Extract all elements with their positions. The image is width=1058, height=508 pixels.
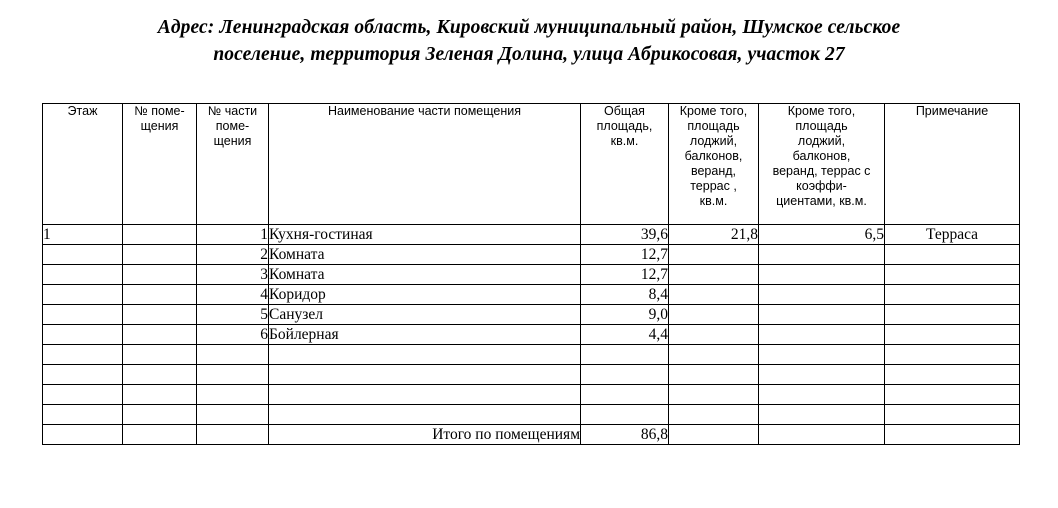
cell-extra-area [669,265,759,285]
cell-part-name [269,365,581,385]
column-header-part-name [269,104,581,225]
cell-floor [43,345,123,365]
column-header-extra-area [669,104,759,225]
cell-extra-area-coefficient [759,245,885,265]
table-row [43,265,1020,285]
cell-note [885,365,1020,385]
column-header-total-area [581,104,669,225]
cell-room-number [123,245,197,265]
cell-room-number [123,385,197,405]
cell-floor [43,325,123,345]
column-header-extra-line-2: площадь [687,119,740,133]
cell-part-number: 5 [197,305,269,325]
cell-note [885,245,1020,265]
column-header-extra-line-4: балконов, [684,149,743,163]
cell-extra-area [669,405,759,425]
cell-part-name: Коридор [269,285,581,305]
cell-total-area [581,405,669,425]
cell-part-name [269,345,581,365]
table-row [43,385,1020,405]
cell-extra-area [669,285,759,305]
column-header-extra-line-6: террас , [690,179,737,193]
cell-room-number [123,225,197,245]
cell-floor [43,405,123,425]
cell-floor: 1 [43,225,123,245]
column-header-extrak-line-7: циентами, кв.м. [776,194,867,208]
table-row [43,345,1020,365]
cell-part-name: Бойлерная [269,325,581,345]
cell-floor [43,385,123,405]
cell-total-area: 9,0 [581,305,669,325]
cell-part-number: 6 [197,325,269,345]
cell-extra-area-coefficient: 6,5 [759,225,885,245]
cell-extra-area-coefficient [759,385,885,405]
column-header-room-number [123,104,197,225]
cell-note [885,325,1020,345]
cell-note [885,265,1020,285]
cell-part-number [197,365,269,385]
cell-room-number [123,345,197,365]
total-area: 86,8 [581,425,669,445]
cell-extra-area [669,325,759,345]
cell-room-number [123,305,197,325]
column-header-extra-line-7: кв.м. [699,194,728,208]
table-row [43,225,1020,245]
cell-part-number: 1 [197,225,269,245]
cell-extra-area-coefficient [759,345,885,365]
cell-total-area: 4,4 [581,325,669,345]
total-cell-floor [43,425,123,445]
cell-floor [43,305,123,325]
cell-note [885,305,1020,325]
cell-total-area: 12,7 [581,245,669,265]
table-row [43,325,1020,345]
cell-room-number [123,405,197,425]
cell-extra-area [669,365,759,385]
cell-part-name [269,385,581,405]
total-cell-part-number [197,425,269,445]
cell-part-name: Комната [269,245,581,265]
column-header-note [885,104,1020,225]
cell-extra-area-coefficient [759,405,885,425]
column-header-extra-line-1: Кроме того, [679,104,748,118]
total-extra-area-coefficient [759,425,885,445]
cell-floor [43,365,123,385]
cell-note [885,385,1020,405]
table-row [43,365,1020,385]
cell-extra-area: 21,8 [669,225,759,245]
column-header-note-line-1: Примечание [915,104,989,118]
cell-part-number: 2 [197,245,269,265]
cell-total-area [581,365,669,385]
cell-floor [43,285,123,305]
cell-total-area: 8,4 [581,285,669,305]
cell-extra-area [669,385,759,405]
table-total-row [43,425,1020,445]
cell-part-number [197,385,269,405]
cell-total-area: 39,6 [581,225,669,245]
cell-extra-area [669,305,759,325]
cell-note [885,345,1020,365]
column-header-area-line-1: Общая [604,104,645,118]
premises-table [42,103,1020,445]
total-extra-area [669,425,759,445]
table-body [43,225,1020,445]
cell-total-area [581,345,669,365]
column-header-extra-area-coefficient [759,104,885,225]
cell-floor [43,265,123,285]
table-row [43,305,1020,325]
cell-room-number [123,325,197,345]
cell-extra-area-coefficient [759,305,885,325]
cell-part-name: Комната [269,265,581,285]
column-header-part-line-1: № части [207,104,258,118]
cell-total-area: 12,7 [581,265,669,285]
cell-part-name [269,405,581,425]
cell-part-number: 3 [197,265,269,285]
column-header-part-line-2: поме- [215,119,250,133]
column-header-area-line-2: площадь, [596,119,653,133]
column-header-floor-line-1: Этаж [67,104,98,118]
table-row [43,245,1020,265]
column-header-room-line-2: щения [140,119,179,133]
cell-extra-area [669,345,759,365]
total-label: Итого по помещениям [269,425,581,445]
total-cell-room-number [123,425,197,445]
page-title [0,0,1058,68]
column-header-extra-line-5: веранд, [690,164,737,178]
table-row [43,285,1020,305]
column-header-extrak-line-4: балконов, [792,149,851,163]
table-row [43,405,1020,425]
cell-room-number [123,285,197,305]
cell-room-number [123,265,197,285]
column-header-part-number [197,104,269,225]
total-note [885,425,1020,445]
cell-part-number [197,405,269,425]
column-header-extrak-line-3: лоджий, [797,134,846,148]
cell-part-number [197,345,269,365]
column-header-area-line-3: кв.м. [610,134,639,148]
cell-part-name: Санузел [269,305,581,325]
column-header-extra-line-3: лоджий, [689,134,738,148]
column-header-floor [43,104,123,225]
cell-total-area [581,385,669,405]
cell-part-name: Кухня-гостиная [269,225,581,245]
table-header-row [43,104,1020,225]
table-header [43,104,1020,225]
column-header-extrak-line-6: коэффи- [796,179,847,193]
column-header-extrak-line-5: веранд, террас с [772,164,871,178]
column-header-extrak-line-2: площадь [795,119,848,133]
cell-extra-area-coefficient [759,265,885,285]
cell-extra-area-coefficient [759,365,885,385]
column-header-name-line-1: Наименование части помещения [327,104,522,118]
premises-table-container [42,103,1019,445]
cell-floor [43,245,123,265]
cell-extra-area-coefficient [759,285,885,305]
column-header-extrak-line-1: Кроме того, [787,104,856,118]
cell-extra-area [669,245,759,265]
cell-note: Терраса [885,225,1020,245]
cell-note [885,285,1020,305]
page-title-line-1: Адрес: Ленинградская область, Кировский муниципальный район, Шумское сельское [157,17,901,38]
cell-room-number [123,365,197,385]
cell-part-number: 4 [197,285,269,305]
cell-extra-area-coefficient [759,325,885,345]
cell-note [885,405,1020,425]
page-title-line-2: поселение, территория Зеленая Долина, улица Абрикосовая, участок 27 [213,44,845,65]
column-header-part-line-3: щения [213,134,252,148]
column-header-room-line-1: № поме- [134,104,185,118]
